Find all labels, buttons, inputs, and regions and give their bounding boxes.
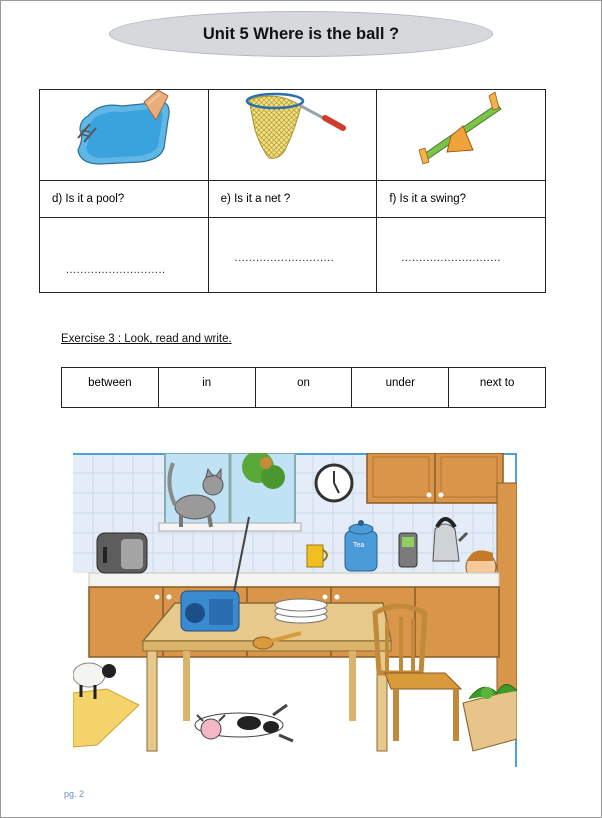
plates-icon (275, 599, 327, 623)
word-bank (61, 367, 546, 408)
clock-icon (316, 465, 352, 501)
exercise-3-heading: Exercise 3 : Look, read and write. (61, 333, 232, 345)
toaster-icon (97, 533, 147, 573)
answer-cell-f[interactable] (377, 218, 546, 293)
counter (89, 573, 499, 587)
title-banner (109, 11, 493, 57)
picture-cell-pool (40, 90, 209, 181)
word-between: between (62, 368, 159, 408)
picture-cell-seesaw (377, 90, 546, 181)
page-number: pg. 2 (64, 789, 85, 799)
word-under: under (352, 368, 449, 408)
answer-cell-e[interactable] (208, 218, 377, 293)
net-icon (209, 90, 379, 175)
questions-row (40, 181, 546, 218)
seesaw-icon (377, 90, 543, 175)
question-e: e) Is it a net ? (208, 181, 377, 218)
answer-cell-d[interactable] (40, 218, 209, 293)
tea-label: Tea (353, 542, 365, 549)
word-next-to: next to (449, 368, 546, 408)
answer-line-d[interactable]: ............................ (66, 264, 166, 276)
answer-line-e[interactable]: ............................ (234, 252, 335, 264)
word-in: in (158, 368, 255, 408)
question-f: f) Is it a swing? (377, 181, 546, 218)
phone-icon (399, 533, 417, 567)
page-title: Unit 5 Where is the ball ? (202, 24, 400, 43)
answers-row (40, 218, 546, 293)
answer-line-f[interactable]: ............................ (401, 252, 501, 264)
pool-icon (40, 90, 210, 175)
pictures-row (40, 90, 546, 181)
tea-canister-icon (345, 520, 377, 571)
kitchen-illustration (73, 453, 517, 767)
kitchen-scene (73, 453, 517, 767)
picture-cell-net (208, 90, 377, 181)
question-d: d) Is it a pool? (40, 181, 209, 218)
word-on: on (255, 368, 352, 408)
questions-table (39, 89, 546, 293)
